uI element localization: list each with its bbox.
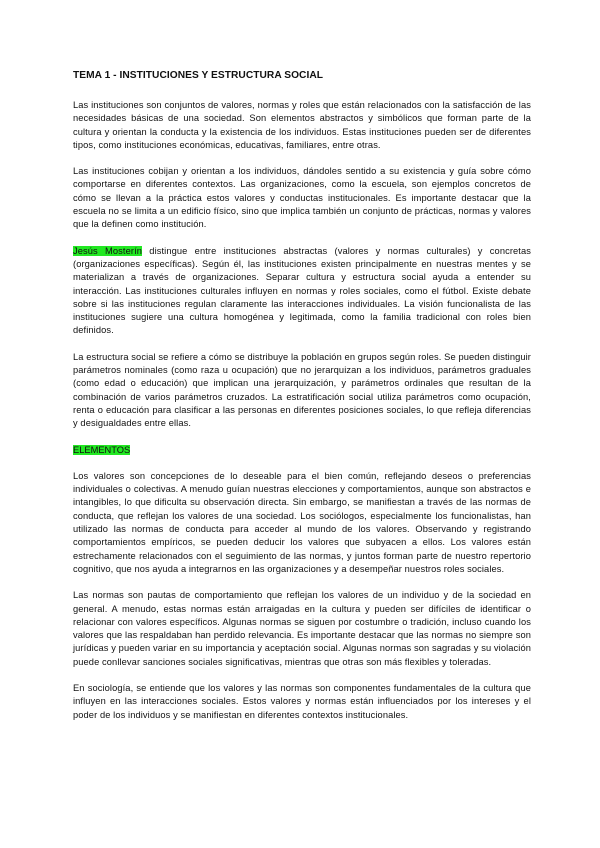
- section-heading-elementos: [73, 444, 531, 457]
- section-heading-label: ELEMENTOS: [73, 444, 131, 455]
- document-page: [73, 70, 531, 735]
- paragraph-estructura-social: La estructura social se refiere a cómo se distribuye la población en grupos según roles. Se pueden distinguir parámetros nominales (como raza u ocupación) que no jerarquizan a los individuos, parámetros graduales (como edad o educación) que implican una jerarquización, y parámetros ordinales que resultan de la combinación de varios parámetros cruzados. La estratificación social utiliza parámetros como ocupación, renta o educación para clasificar a las personas en diferentes posiciones sociales, lo que refleja diferencias y desigualdades entre ellas.: [73, 351, 531, 429]
- paragraph-instituciones-definicion: Las instituciones son conjuntos de valores, normas y roles que están relacionados con la satisfacción de las necesidades básicas de una sociedad. Son elementos abstractos y simbólicos que forman parte de la cultura y orientan la conducta y la existencia de los individuos. Estas instituciones pueden ser de diferentes tipos, como instituciones económicas, educativas, familiares, entre otras.: [73, 100, 531, 150]
- paragraph-mosterin: [73, 245, 531, 338]
- paragraph-sociologia: En sociología, se entiende que los valores y las normas son componentes fundamentales de la cultura que influyen en las interacciones sociales. Estos valores y normas están influenciados por los intereses y el poder de los individuos y se manifiestan en diferentes contextos institucionales.: [73, 682, 531, 720]
- highlighted-author-name: Jesús Mosterín: [73, 245, 143, 256]
- paragraph-valores: Los valores son concepciones de lo deseable para el bien común, reflejando deseos o preferencias individuales o colectivas. A menudo guían nuestras elecciones y comportamientos, aunque son abstractos e intangibles, lo que dificulta su observación directa. Sin embargo, se manifiestan a través de las normas de conducta, que reflejan los valores de una sociedad. Los sociólogos, especialmente los funcionalistas, han utilizado las normas de conducta para acceder al mundo de los valores. Observando y registrando comportamientos empíricos, se pueden deducir los valores que subyacen a ellos. Los valores están estrechamente relacionados con el seguimiento de las normas, y juntos forman parte de nuestro repertorio cognitivo, que nos ayuda a integrarnos en las organizaciones y a desempeñar nuestros roles sociales.: [73, 470, 531, 574]
- paragraph-mosterin-text: distingue entre instituciones abstractas (valores y normas culturales) y concretas (organizaciones específicas). Según él, las instituciones existen principalmente en nuestras mentes y se materializan a través de organizaciones. Separar cultura y estructura social ayuda a entender su interacción. Las instituciones culturales influyen en normas y roles sociales, como el fútbol. Existe debate sobre si las instituciones regulan claramente las interacciones individuales. La visión funcionalista de las instituciones sugiere una cultura homogénea y legitimada, como la familia tradicional con roles bien definidos.: [73, 245, 532, 336]
- document-title: TEMA 1 - INSTITUCIONES Y ESTRUCTURA SOCIAL: [73, 70, 324, 81]
- paragraph-normas: Las normas son pautas de comportamiento que reflejan los valores de un individuo y de la sociedad en general. A menudo, estas normas están arraigadas en la cultura y pueden ser difíciles de identificar o relacionar con valores específicos. Algunas normas se siguen por costumbre o tradición, incluso cuando los valores que las respaldaban han perdido relevancia. Es importante destacar que las normas no siempre son jurídicas y pueden variar en su importancia y aceptación social. Algunas normas son sagradas y su violación puede conllevar sanciones sociales significativas, mientras que otras son más flexibles y toleradas.: [73, 590, 531, 667]
- paragraph-instituciones-orientacion: Las instituciones cobijan y orientan a los individuos, dándoles sentido a su existencia y guía sobre cómo comportarse en diferentes contextos. Las organizaciones, como la escuela, son ejemplos concretos de cómo se llevan a la práctica estos valores y conductas institucionales. Es importante destacar que la escuela no se limita a un edificio físico, sino que implica también un conjunto de prácticas, normas y valores que la definen como institución.: [73, 166, 531, 230]
